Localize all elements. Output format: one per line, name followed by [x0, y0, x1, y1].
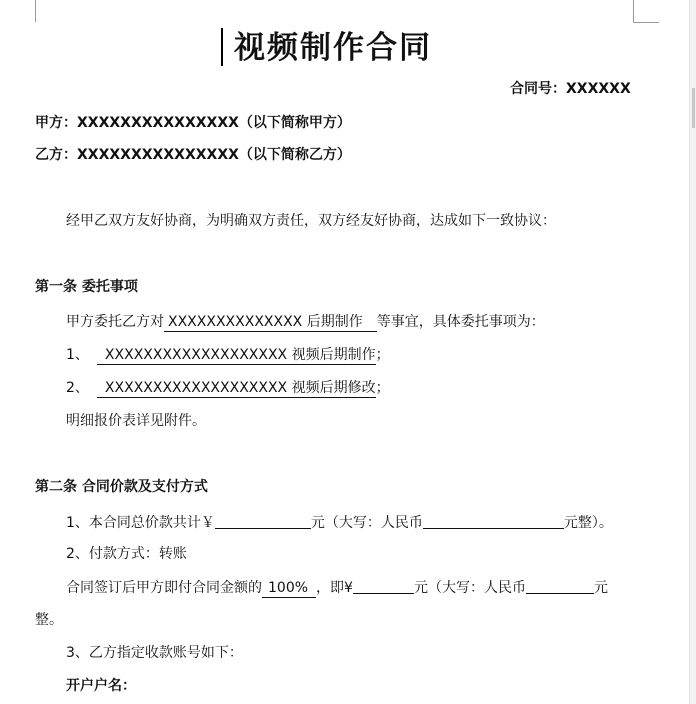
- text-cursor: [221, 28, 223, 66]
- article2-heading: 第二条 合同价款及支付方式: [35, 479, 208, 495]
- party-a: 甲方：XXXXXXXXXXXXXXX（以下简称甲方）: [35, 115, 351, 131]
- vertical-scrollbar[interactable]: [689, 0, 696, 704]
- article2-line-3: [66, 577, 608, 598]
- account-name-label: 开户户名：: [66, 678, 136, 694]
- contract-number: 合同号：XXXXXX: [510, 81, 631, 97]
- article1-item-1: [66, 345, 390, 365]
- article1-suffix: 等事宜，具体委托事项为：: [376, 314, 545, 330]
- article1-note: 明细报价表详见附件。: [66, 413, 206, 429]
- payment-words-blank: [526, 577, 594, 594]
- payment-amount-blank: [353, 577, 414, 594]
- article2-line-4: 3、乙方指定收款账号如下：: [66, 645, 243, 661]
- article2-line-2: 2、付款方式：转账: [66, 546, 187, 562]
- total-price-label: 1、本合同总价款共计￥: [66, 515, 215, 531]
- payment-prefix: 合同签订后甲方即付合同金额的: [66, 580, 262, 596]
- amount-in-words-label: 元（大写：人民币: [310, 515, 423, 531]
- article2-line-1: [66, 512, 613, 533]
- total-price-end: 元整）。: [563, 515, 613, 531]
- item1-text: XXXXXXXXXXXXXXXXXXX 视频后期制作: [97, 347, 376, 365]
- payment-words-label: 元（大写：人民币: [413, 580, 526, 596]
- crop-mark-left-vertical: [35, 0, 36, 22]
- article1-item-2: [66, 378, 390, 398]
- scrollbar-thumb[interactable]: [692, 88, 695, 128]
- party-b: 乙方：XXXXXXXXXXXXXXX（以下简称乙方）: [35, 147, 351, 163]
- payment-yuan: 元: [593, 580, 608, 596]
- article2-line-3-wrap: 整。: [35, 612, 63, 628]
- article1-heading: 第一条 委托事项: [35, 279, 138, 295]
- article1-subject: XXXXXXXXXXXXXX 后期制作: [164, 314, 377, 332]
- item2-end: ；: [375, 380, 390, 396]
- amount-in-words-blank: [423, 512, 564, 529]
- payment-percentage: 100%: [262, 580, 316, 598]
- document-title: 视频制作合同: [234, 30, 432, 66]
- item1-end: ；: [375, 347, 390, 363]
- intro-paragraph: 经甲乙双方友好协商，为明确双方责任，双方经友好协商，达成如下一致协议：: [66, 213, 556, 229]
- item1-number: 1、: [66, 347, 89, 363]
- total-price-blank: [215, 512, 311, 529]
- article1-prefix: 甲方委托乙方对: [66, 314, 164, 330]
- article1-paragraph: [66, 312, 545, 332]
- item2-text: XXXXXXXXXXXXXXXXXXX 视频后期修改: [97, 380, 376, 398]
- crop-mark-right-vertical: [633, 0, 634, 22]
- payment-amount-label: ，即¥: [316, 580, 353, 596]
- item2-number: 2、: [66, 380, 89, 396]
